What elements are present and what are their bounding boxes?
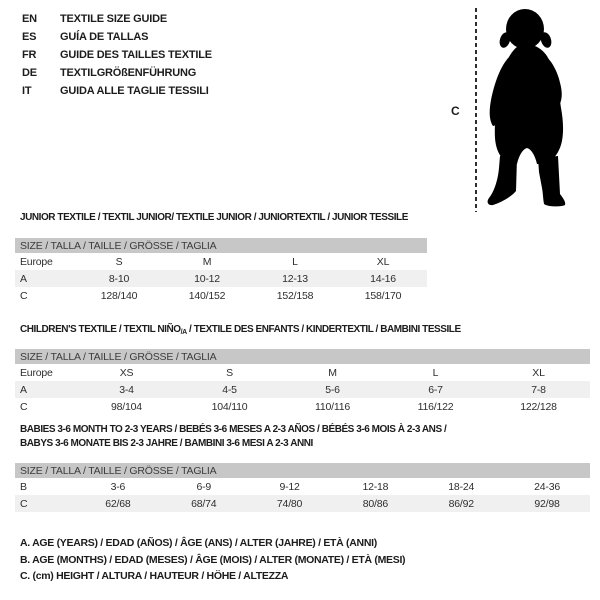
height-cell: 128/140 — [100, 289, 138, 302]
size-cell: L — [292, 255, 298, 268]
row-label: Europe — [20, 366, 53, 379]
footnote-height-cm: C. (cm) HEIGHT / ALTURA / HAUTEUR / HÖHE / ALTEZZA — [20, 570, 289, 582]
baby-silhouette-shape — [488, 9, 566, 206]
height-cell: 62/68 — [105, 497, 131, 510]
babies-section-title — [20, 423, 446, 451]
table-row-height — [15, 398, 590, 415]
size-cell: S — [115, 255, 123, 268]
language-code: EN — [22, 13, 37, 25]
table-row-age — [15, 270, 427, 287]
size-cell: XS — [119, 366, 134, 379]
months-cell: 9-12 — [279, 480, 300, 493]
size-cell: XL — [532, 366, 545, 379]
babies-size-table — [15, 463, 590, 512]
row-label: C — [20, 289, 28, 302]
age-cell: 6-7 — [428, 383, 443, 396]
language-code: IT — [22, 85, 32, 97]
size-header-label: SIZE / TALLA / TAILLE / GRÖSSE / TAGLIA — [20, 464, 217, 477]
babies-title-line1: BABIES 3-6 MONTH TO 2-3 YEARS / BEBÉS 3-6 MESES A 2-3 AÑOS / BÉBÉS 3-6 MOIS À 2-3 ANS / — [20, 424, 447, 435]
age-cell: 7-8 — [531, 383, 546, 396]
height-cell: 140/152 — [188, 289, 226, 302]
months-cell: 6-9 — [196, 480, 212, 493]
row-label: Europe — [20, 255, 53, 268]
months-cell: 24-36 — [534, 480, 560, 493]
height-cell: 74/80 — [276, 497, 303, 510]
age-cell: 12-13 — [282, 272, 308, 285]
age-cell: 3-4 — [119, 383, 134, 396]
row-label: A — [20, 272, 27, 285]
table-row-height — [15, 495, 590, 512]
table-row-months — [15, 478, 590, 495]
row-label: C — [20, 497, 28, 510]
language-row-es — [22, 28, 212, 46]
height-cell: 68/74 — [191, 497, 217, 510]
footnote-age-years: A. AGE (YEARS) / EDAD (AÑOS) / ÂGE (ANS) / ALTER (JAHRE) / ETÀ (ANNI) — [20, 537, 377, 549]
size-cell: L — [432, 366, 439, 379]
children-title-subscript: /A — [180, 329, 187, 336]
children-title-prefix: CHILDREN'S TEXTILE / TEXTIL NIÑO — [20, 324, 181, 335]
footnote-age-months: B. AGE (MONTHS) / EDAD (MESES) / ÂGE (MOIS) / ALTER (MONATE) / ETÀ (MESI) — [20, 553, 406, 566]
legend-footnotes — [20, 537, 405, 587]
height-cell: 158/170 — [364, 289, 402, 302]
height-cell: 116/122 — [417, 400, 454, 413]
row-label: B — [20, 480, 27, 493]
age-cell: 4-5 — [222, 383, 237, 396]
table-row-europe — [15, 364, 590, 381]
months-cell: 18-24 — [448, 480, 475, 493]
height-measure-label: C — [451, 104, 460, 118]
language-title: GUIDE DES TAILLES TEXTILE — [60, 49, 212, 61]
table-row-height — [15, 287, 427, 304]
language-guide-list — [22, 10, 212, 100]
row-label: C — [20, 400, 28, 413]
age-cell: 14-16 — [370, 272, 396, 285]
height-cell: 86/92 — [448, 497, 474, 510]
months-cell: 3-6 — [110, 480, 126, 493]
babies-title-line2: BABYS 3-6 MONATE BIS 2-3 JAHRE / BAMBINI 3-6 MESI A 2-3 ANNI — [20, 438, 313, 449]
height-cell: 92/98 — [534, 497, 560, 510]
language-title: GUIDA ALLE TAGLIE TESSILI — [60, 85, 209, 97]
language-title: TEXTILE SIZE GUIDE — [60, 13, 168, 25]
children-title-suffix: / TEXTILE DES ENFANTS / KINDERTEXTIL / BAMBINI TESSILE — [186, 324, 461, 335]
language-row-it — [22, 82, 212, 100]
language-row-en — [22, 10, 212, 28]
language-row-de — [22, 64, 212, 82]
language-code: FR — [22, 49, 37, 61]
language-row-fr — [22, 46, 212, 64]
row-label: A — [20, 383, 27, 396]
size-cell: XL — [376, 255, 390, 268]
children-section-title — [20, 323, 461, 340]
size-header-label: SIZE / TALLA / TAILLE / GRÖSSE / TAGLIA — [20, 350, 217, 363]
height-cell: 110/116 — [315, 400, 350, 413]
age-cell: 8-10 — [108, 272, 130, 285]
size-cell: M — [328, 366, 337, 379]
size-header-bar — [15, 238, 427, 253]
height-cell: 152/158 — [276, 289, 314, 302]
language-title: GUÍA DE TALLAS — [60, 31, 149, 43]
table-row-age — [15, 381, 590, 398]
children-size-table — [15, 349, 590, 415]
height-cell: 98/104 — [111, 400, 142, 413]
age-cell: 5-6 — [325, 383, 340, 396]
baby-silhouette-icon — [486, 8, 568, 208]
size-cell: M — [202, 255, 212, 268]
size-header-bar — [15, 463, 590, 478]
height-cell: 122/128 — [520, 400, 557, 413]
language-title: TEXTILGRÖßENFÜHRUNG — [60, 67, 197, 79]
months-cell: 12-18 — [362, 480, 389, 493]
size-header-bar — [15, 349, 590, 364]
age-cell: 10-12 — [194, 272, 220, 285]
table-row-europe — [15, 253, 427, 270]
size-cell: S — [226, 366, 233, 379]
height-measure-dashed-line — [475, 8, 477, 212]
language-code: ES — [22, 31, 37, 43]
language-code: DE — [22, 67, 37, 79]
size-header-label: SIZE / TALLA / TAILLE / GRÖSSE / TAGLIA — [20, 239, 217, 252]
junior-section-title: JUNIOR TEXTILE / TEXTIL JUNIOR/ TEXTILE JUNIOR / JUNIORTEXTIL / JUNIOR TESSILE — [20, 212, 408, 223]
height-cell: 80/86 — [362, 497, 389, 510]
height-cell: 104/110 — [211, 400, 248, 413]
junior-size-table — [15, 238, 427, 304]
